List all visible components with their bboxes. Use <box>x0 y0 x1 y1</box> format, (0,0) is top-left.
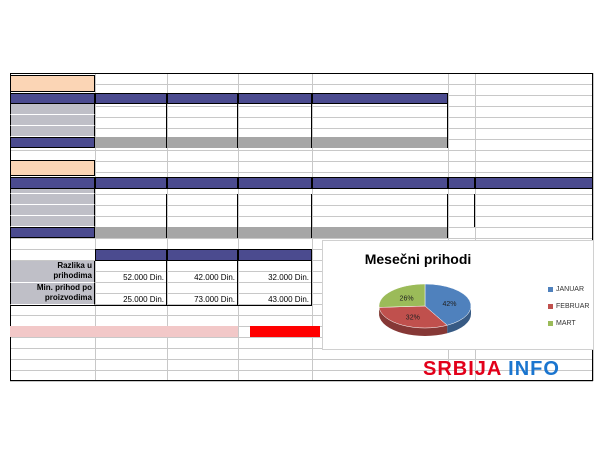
cell-total-2009[interactable] <box>312 205 448 216</box>
cell-b-2009[interactable] <box>167 216 238 227</box>
summary-c-2009[interactable] <box>238 227 312 238</box>
cell-total-2009[interactable] <box>312 216 448 227</box>
cell-b-2008[interactable] <box>167 104 238 115</box>
legend-label: MART <box>556 320 576 327</box>
cell-c-2009[interactable] <box>238 216 312 227</box>
summary-total-2008[interactable] <box>312 137 448 148</box>
legend-swatch <box>548 304 553 309</box>
cell-total-2008[interactable] <box>312 104 448 115</box>
cell-c-2008[interactable] <box>238 126 312 137</box>
cell-a-2008[interactable] <box>95 126 167 137</box>
cell-total-2009[interactable] <box>312 194 448 205</box>
analysis-cell-b[interactable]: 42.000 Din. <box>167 261 238 283</box>
analysis-border <box>10 305 312 306</box>
legend-item-mart <box>548 320 576 327</box>
header-2008-2[interactable] <box>167 93 238 104</box>
header-2008-3[interactable] <box>238 93 312 104</box>
pie-data-label: 26% <box>399 295 414 303</box>
analysis-row-label-line1: Min. prihod po <box>36 283 92 292</box>
header-2008-0[interactable] <box>10 93 95 104</box>
row-label-spacer <box>10 189 95 194</box>
cell-avg-2009[interactable] <box>475 194 593 205</box>
cell-b-2008[interactable] <box>167 126 238 137</box>
answer-cell[interactable] <box>250 326 320 337</box>
pie-data-label: 32% <box>405 314 420 322</box>
row-label-2008[interactable] <box>10 126 95 137</box>
summary-label-2008[interactable] <box>10 137 95 148</box>
cell-total-2008[interactable] <box>312 126 448 137</box>
summary-label-2009[interactable] <box>10 227 95 238</box>
cell-pct-2009[interactable] <box>448 216 475 227</box>
legend-swatch <box>548 287 553 292</box>
cell-b-2008[interactable] <box>167 115 238 126</box>
year-2009-label[interactable] <box>10 160 95 176</box>
cell-a-2009[interactable] <box>95 216 167 227</box>
chart-title: Mesečni prihodi <box>364 251 472 267</box>
analysis-row-label-line2: proizvodima <box>44 293 92 302</box>
header-2008-1[interactable] <box>95 93 167 104</box>
gridline <box>10 381 593 382</box>
legend-item-januar <box>548 286 584 293</box>
legend-item-februar <box>548 303 589 310</box>
analysis-cell-a[interactable]: 52.000 Din. <box>95 261 167 283</box>
row-label-2009[interactable] <box>10 194 95 205</box>
row-label-2009[interactable] <box>10 216 95 227</box>
pie-chart-svg <box>323 241 593 349</box>
cell-b-2009[interactable] <box>167 205 238 216</box>
row-label-2009[interactable] <box>10 205 95 216</box>
analysis-row-label-line2: prihodima <box>53 271 92 280</box>
cell-pct-2009[interactable] <box>448 205 475 216</box>
header-2009-1[interactable] <box>95 177 167 189</box>
summary-a-2008[interactable] <box>95 137 167 148</box>
year-2008-label[interactable] <box>10 75 95 92</box>
cell-c-2009[interactable] <box>238 205 312 216</box>
header-2009-3[interactable] <box>238 177 312 189</box>
pie-data-label: 42% <box>442 300 457 308</box>
row-label-2008[interactable] <box>10 115 95 126</box>
header-2009-6[interactable] <box>475 177 593 189</box>
legend-label: JANUAR <box>556 286 585 293</box>
header-2009-5[interactable] <box>448 177 475 189</box>
cell-b-2009[interactable] <box>167 194 238 205</box>
analysis-cell-c[interactable]: 43.000 Din. <box>238 283 312 305</box>
cell-total-2008[interactable] <box>312 115 448 126</box>
cell-a-2008[interactable] <box>95 104 167 115</box>
legend-label: FEBRUAR <box>556 303 590 310</box>
analysis-header-1[interactable] <box>167 249 238 261</box>
cell-c-2009[interactable] <box>238 194 312 205</box>
legend-swatch <box>548 321 553 326</box>
summary-c-2008[interactable] <box>238 137 312 148</box>
summary-b-2009[interactable] <box>167 227 238 238</box>
cell-avg-2009[interactable] <box>475 216 593 227</box>
cell-c-2008[interactable] <box>238 104 312 115</box>
cell-a-2008[interactable] <box>95 115 167 126</box>
row-label-2008[interactable] <box>10 104 95 115</box>
analysis-cell-b[interactable]: 73.000 Din. <box>167 283 238 305</box>
pie-chart[interactable] <box>322 240 594 350</box>
cell-a-2009[interactable] <box>95 194 167 205</box>
analysis-row-label[interactable] <box>10 261 95 283</box>
analysis-cell-a[interactable]: 25.000 Din. <box>95 283 167 305</box>
question-cell[interactable] <box>10 326 238 337</box>
cell-a-2009[interactable] <box>95 205 167 216</box>
cell-pct-2009[interactable] <box>448 194 475 205</box>
analysis-cell-c[interactable]: 32.000 Din. <box>238 261 312 283</box>
header-2009-4[interactable] <box>312 177 448 189</box>
analysis-row-label[interactable] <box>10 283 95 305</box>
summary-a-2009[interactable] <box>95 227 167 238</box>
analysis-header-2[interactable] <box>238 249 312 261</box>
summary-b-2008[interactable] <box>167 137 238 148</box>
cell-c-2008[interactable] <box>238 115 312 126</box>
header-2009-0[interactable] <box>10 177 95 189</box>
cell-avg-2009[interactable] <box>475 205 593 216</box>
header-2009-2[interactable] <box>167 177 238 189</box>
analysis-row-label-line1: Razlika u <box>57 261 92 270</box>
header-2008-4[interactable] <box>312 93 448 104</box>
srbija-info-logo: SRBIJA INFO <box>423 358 560 380</box>
summary-total-2009[interactable] <box>312 227 448 238</box>
analysis-header-0[interactable] <box>95 249 167 261</box>
